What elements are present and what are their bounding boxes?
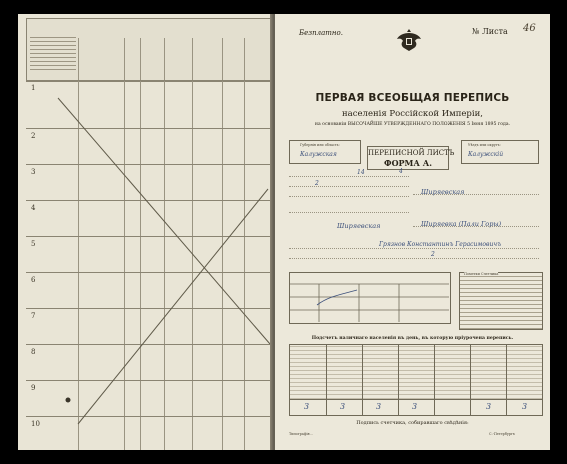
- row-number: 2: [31, 132, 36, 140]
- summary-value: 3: [522, 402, 528, 411]
- right-page-census-form: [275, 14, 550, 450]
- form-line: [289, 196, 409, 197]
- handwritten-owner-name: Грязнов Константинъ Герасимовичъ: [379, 241, 502, 248]
- summary-col-rule: [398, 345, 399, 415]
- cross-out-strokes: [18, 14, 272, 450]
- summary-col-rule: [326, 345, 327, 415]
- form-heading-box: [367, 146, 455, 170]
- province-label: Губернія или область:: [300, 143, 340, 147]
- handwritten-village-1: Ширяевская: [421, 188, 465, 196]
- summary-value: 3: [340, 402, 346, 411]
- summary-header-text: [290, 345, 542, 399]
- form-line: [289, 186, 409, 187]
- census-title: ПЕРВАЯ ВСЕОБЩАЯ ПЕРЕПИСЬ: [315, 92, 510, 104]
- row-number: 10: [31, 420, 40, 428]
- left-page-census-table: [18, 14, 273, 450]
- form-line: [289, 212, 409, 213]
- handwritten-room-count: 2: [431, 251, 435, 258]
- form-line: [289, 248, 539, 249]
- row-number: 7: [31, 312, 36, 320]
- row-number: 6: [31, 276, 36, 284]
- sheet-number-value: 46: [523, 23, 536, 34]
- sheet-number-label: № Листа: [472, 27, 508, 36]
- summary-heading: Подсчетъ наличнаго населенія въ день, въ которую пріурочена перепись.: [311, 336, 514, 341]
- summary-col-rule: [506, 345, 507, 415]
- summary-col-rule: [434, 345, 435, 415]
- form-line: [289, 176, 409, 177]
- handwritten-village-3: Ширяевка (Пали Горы): [421, 220, 502, 228]
- handwritten-item-number: 4: [399, 168, 403, 175]
- open-book: [18, 14, 550, 450]
- form-heading: ФОРМА А.: [383, 158, 433, 168]
- free-label: Безплатно.: [299, 29, 343, 37]
- handwritten-village-2: Ширяевская: [337, 222, 381, 230]
- census-subtitle: населенія Россійской Имперіи,: [342, 109, 483, 119]
- row-number: 8: [31, 348, 36, 356]
- decree-line: на основаніи ВЫСОЧАЙШЕ УТВЕРЖДЕННАГО ПОЛОЖЕНІЯ 5 Іюня 1895 года.: [314, 122, 511, 127]
- province-box: [289, 140, 361, 164]
- handwritten-section-number: 14: [357, 169, 365, 176]
- summary-rule: [290, 399, 542, 400]
- sheet-heading: ПЕРЕПИСНОЙ ЛИСТЪ: [368, 149, 455, 157]
- summary-col-rule: [470, 345, 471, 415]
- district-label: Уѣздъ или округъ:: [468, 143, 501, 147]
- counter-marks-box: [459, 272, 543, 330]
- dwelling-count-strokes: [289, 272, 449, 322]
- summary-value: 3: [304, 402, 310, 411]
- row-number: 3: [31, 168, 36, 176]
- row-number: 5: [31, 240, 36, 248]
- summary-value: 3: [376, 402, 382, 411]
- handwritten-estate-number: 2: [315, 180, 319, 187]
- row-number: 1: [31, 84, 36, 92]
- district-value: Калужскій: [468, 151, 504, 158]
- form-line: [289, 258, 539, 259]
- row-number: 4: [31, 204, 36, 212]
- summary-col-rule: [362, 345, 363, 415]
- row-number: 9: [31, 384, 36, 392]
- summary-value: 3: [412, 402, 418, 411]
- district-box: [461, 140, 539, 164]
- counter-marks-heading: Пометки Счетчика: [464, 272, 499, 276]
- province-value: Калужская: [300, 151, 337, 158]
- summary-value: 3: [486, 402, 492, 411]
- imperial-eagle-emblem: [395, 26, 423, 52]
- counter-signature-line: Подпись счетчика, собиравшаго свѣдѣнія:: [356, 420, 469, 426]
- population-summary-table: [289, 344, 543, 416]
- printer-imprint: Типографія...: [289, 432, 313, 436]
- printer-city: С.-Петербургъ: [489, 432, 515, 436]
